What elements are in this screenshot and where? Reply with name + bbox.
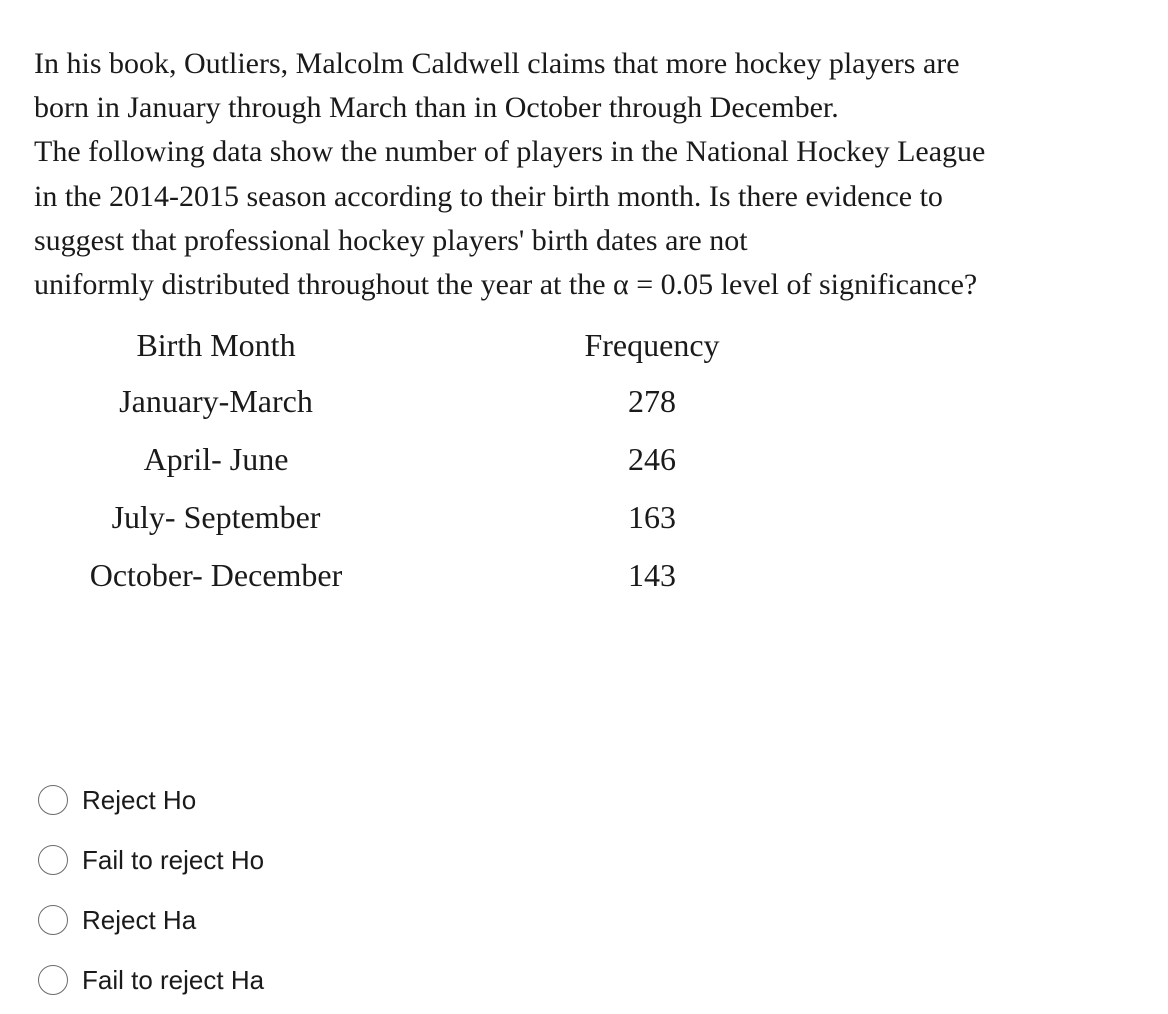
radio-button[interactable] — [38, 905, 68, 935]
option-label[interactable]: Reject Ho — [82, 784, 197, 815]
question-line: born in January through March than in October through December. — [34, 91, 839, 125]
option-fail-to-reject-ha[interactable] — [38, 950, 264, 1010]
option-reject-ho[interactable] — [38, 770, 264, 830]
question-line: The following data show the number of players in the National Hockey League — [34, 135, 986, 169]
table-row — [60, 488, 752, 546]
radio-button[interactable] — [38, 965, 68, 995]
birth-month-cell: April- June — [143, 440, 289, 477]
frequency-table — [60, 318, 752, 604]
radio-button[interactable] — [38, 785, 68, 815]
option-label[interactable]: Fail to reject Ha — [82, 964, 265, 995]
birth-month-cell: July- September — [111, 498, 321, 535]
frequency-cell: 246 — [628, 440, 676, 477]
frequency-cell: 143 — [628, 556, 676, 593]
option-label[interactable]: Reject Ha — [82, 904, 197, 935]
frequency-cell: 278 — [628, 382, 676, 419]
frequency-cell: 163 — [628, 498, 676, 535]
question-line: in the 2014-2015 season according to their birth month. Is there evidence to — [34, 179, 943, 213]
answer-options — [38, 770, 264, 1010]
question-line: suggest that professional hockey players' birth dates are not — [34, 223, 748, 257]
header-frequency: Frequency — [584, 326, 720, 363]
table-row — [60, 546, 752, 604]
option-fail-to-reject-ho[interactable] — [38, 830, 264, 890]
table-header-row — [60, 318, 752, 372]
option-label[interactable]: Fail to reject Ho — [82, 844, 265, 875]
birth-month-cell: January-March — [119, 382, 313, 419]
option-reject-ha[interactable] — [38, 890, 264, 950]
question-line: uniformly distributed throughout the year at the α = 0.05 level of significance? — [34, 268, 978, 302]
birth-month-cell: October- December — [89, 556, 343, 593]
table-row — [60, 372, 752, 430]
header-birth-month: Birth Month — [136, 326, 296, 363]
radio-button[interactable] — [38, 845, 68, 875]
question-text — [34, 42, 1144, 307]
table-row — [60, 430, 752, 488]
question-line: In his book, Outliers, Malcolm Caldwell claims that more hockey players are — [34, 47, 960, 80]
